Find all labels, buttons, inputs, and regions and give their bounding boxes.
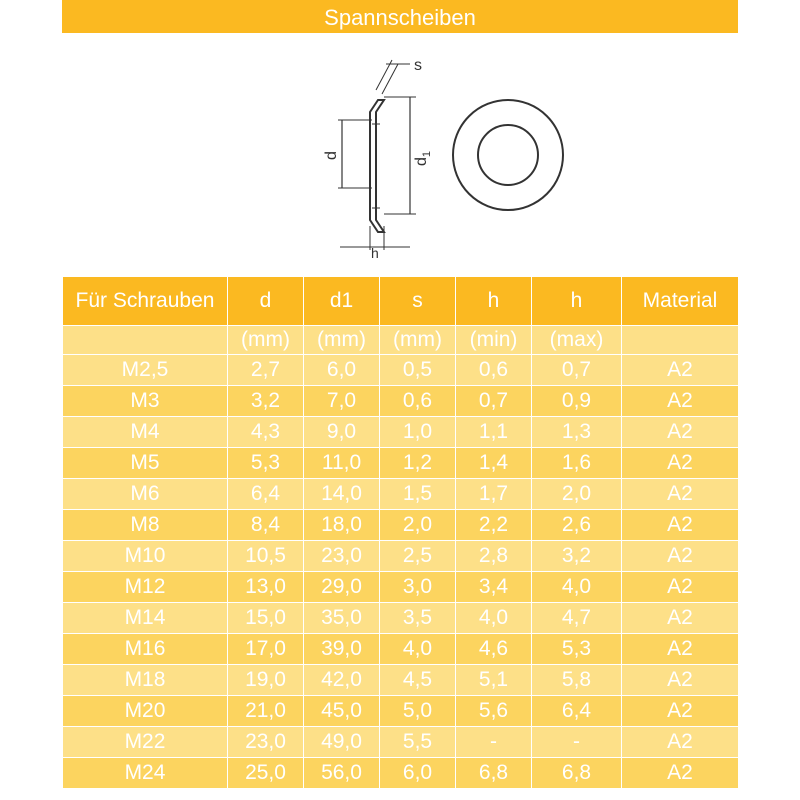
label-d1: $d_1$ (413, 150, 433, 166)
table-row (63, 758, 739, 789)
table-cell: M20 (63, 696, 228, 727)
table-cell: 10,5 (228, 541, 304, 572)
table-row (63, 665, 739, 696)
table-cell: 35,0 (304, 603, 380, 634)
washer-side-profile (370, 100, 384, 232)
table-cell: 1,3 (532, 417, 622, 448)
table-cell: 7,0 (304, 386, 380, 417)
table-row (63, 541, 739, 572)
table-cell: - (532, 727, 622, 758)
table-cell: 1,4 (456, 448, 532, 479)
table-cell: 14,0 (304, 479, 380, 510)
label-h: h (371, 245, 379, 261)
table-cell: 0,6 (380, 386, 456, 417)
unit-cell: (mm) (228, 326, 304, 355)
table-cell: A2 (622, 479, 739, 510)
col-header-d: d (228, 277, 304, 326)
label-d: d (323, 151, 340, 160)
table-cell: 23,0 (304, 541, 380, 572)
table-cell: 2,0 (380, 510, 456, 541)
table-cell: 0,7 (456, 386, 532, 417)
table-cell: 0,7 (532, 355, 622, 386)
table-cell: 0,9 (532, 386, 622, 417)
table-cell: M8 (63, 510, 228, 541)
table-cell: 5,3 (228, 448, 304, 479)
table-cell: 4,6 (456, 634, 532, 665)
table-cell: 2,8 (456, 541, 532, 572)
table-cell: 4,3 (228, 417, 304, 448)
table-cell: 39,0 (304, 634, 380, 665)
table-cell: A2 (622, 634, 739, 665)
table-cell: 4,0 (380, 634, 456, 665)
washer-inner-ring (478, 125, 538, 185)
washer-outer-ring (453, 100, 563, 210)
table-row (63, 510, 739, 541)
table-cell: 6,0 (380, 758, 456, 789)
table-cell: M10 (63, 541, 228, 572)
table-row (63, 417, 739, 448)
table-cell: 13,0 (228, 572, 304, 603)
table-cell: M18 (63, 665, 228, 696)
label-s: s (414, 57, 422, 74)
table-cell: A2 (622, 448, 739, 479)
table-row (63, 572, 739, 603)
table-cell: 9,0 (304, 417, 380, 448)
table-cell: 6,4 (228, 479, 304, 510)
table-cell: 42,0 (304, 665, 380, 696)
table-cell: 49,0 (304, 727, 380, 758)
table-row (63, 479, 739, 510)
spec-table (62, 276, 739, 789)
table-cell: 23,0 (228, 727, 304, 758)
table-cell: M16 (63, 634, 228, 665)
table-cell: 15,0 (228, 603, 304, 634)
table-cell: 0,5 (380, 355, 456, 386)
table-row (63, 727, 739, 758)
table-cell: M12 (63, 572, 228, 603)
table-cell: M14 (63, 603, 228, 634)
table-cell: 3,0 (380, 572, 456, 603)
table-cell: 5,3 (532, 634, 622, 665)
table-row (63, 386, 739, 417)
table-cell: A2 (622, 727, 739, 758)
table-cell: 6,8 (532, 758, 622, 789)
table-cell: A2 (622, 603, 739, 634)
unit-cell: (min) (456, 326, 532, 355)
table-units-row (63, 326, 739, 355)
table-cell: M6 (63, 479, 228, 510)
table-cell: 4,0 (532, 572, 622, 603)
table-cell: 6,0 (304, 355, 380, 386)
table-cell: - (456, 727, 532, 758)
table-cell: 4,0 (456, 603, 532, 634)
col-header-material: Material (622, 277, 739, 326)
table-cell: 19,0 (228, 665, 304, 696)
table-cell: 11,0 (304, 448, 380, 479)
table-cell: 5,5 (380, 727, 456, 758)
table-cell: 1,2 (380, 448, 456, 479)
table-cell: M5 (63, 448, 228, 479)
table-cell: M2,5 (63, 355, 228, 386)
washer-diagram (300, 40, 600, 265)
table-cell: 3,2 (532, 541, 622, 572)
table-cell: 6,8 (456, 758, 532, 789)
table-cell: A2 (622, 665, 739, 696)
table-cell: A2 (622, 572, 739, 603)
table-cell: M3 (63, 386, 228, 417)
unit-cell: (mm) (304, 326, 380, 355)
table-cell: 5,1 (456, 665, 532, 696)
table-cell: 1,7 (456, 479, 532, 510)
table-cell: 1,1 (456, 417, 532, 448)
table-cell: 5,8 (532, 665, 622, 696)
table-row (63, 355, 739, 386)
table-cell: 3,5 (380, 603, 456, 634)
page-title: Spannscheiben (62, 0, 738, 33)
col-header-d1: d1 (304, 277, 380, 326)
table-cell: A2 (622, 417, 739, 448)
table-row (63, 603, 739, 634)
table-cell: 1,0 (380, 417, 456, 448)
table-cell: 29,0 (304, 572, 380, 603)
table-row (63, 448, 739, 479)
table-cell: 8,4 (228, 510, 304, 541)
table-cell: 5,6 (456, 696, 532, 727)
table-cell: 18,0 (304, 510, 380, 541)
table-cell: A2 (622, 355, 739, 386)
table-cell: 2,0 (532, 479, 622, 510)
table-cell: 21,0 (228, 696, 304, 727)
table-cell: M24 (63, 758, 228, 789)
col-header-h-min: h (456, 277, 532, 326)
unit-cell: (mm) (380, 326, 456, 355)
table-row (63, 696, 739, 727)
table-cell: A2 (622, 510, 739, 541)
table-cell: 4,7 (532, 603, 622, 634)
table-header-row (63, 277, 739, 326)
table-cell: M22 (63, 727, 228, 758)
table-cell: M4 (63, 417, 228, 448)
table-cell: 3,2 (228, 386, 304, 417)
table-cell: 2,5 (380, 541, 456, 572)
table-cell: 2,6 (532, 510, 622, 541)
table-cell: 25,0 (228, 758, 304, 789)
table-cell: 45,0 (304, 696, 380, 727)
table-cell: 5,0 (380, 696, 456, 727)
table-cell: 17,0 (228, 634, 304, 665)
table-cell: 2,2 (456, 510, 532, 541)
table-row (63, 634, 739, 665)
table-cell: 1,5 (380, 479, 456, 510)
table-cell: 4,5 (380, 665, 456, 696)
table-cell: A2 (622, 758, 739, 789)
table-cell: 3,4 (456, 572, 532, 603)
unit-cell (622, 326, 739, 355)
table-cell: 2,7 (228, 355, 304, 386)
col-header-h-max: h (532, 277, 622, 326)
table-cell: 6,4 (532, 696, 622, 727)
table-cell: A2 (622, 696, 739, 727)
unit-cell (63, 326, 228, 355)
table-cell: 56,0 (304, 758, 380, 789)
unit-cell: (max) (532, 326, 622, 355)
table-cell: A2 (622, 386, 739, 417)
table-cell: 1,6 (532, 448, 622, 479)
col-header-screw: Für Schrauben (63, 277, 228, 326)
col-header-s: s (380, 277, 456, 326)
table-cell: 0,6 (456, 355, 532, 386)
table-cell: A2 (622, 541, 739, 572)
